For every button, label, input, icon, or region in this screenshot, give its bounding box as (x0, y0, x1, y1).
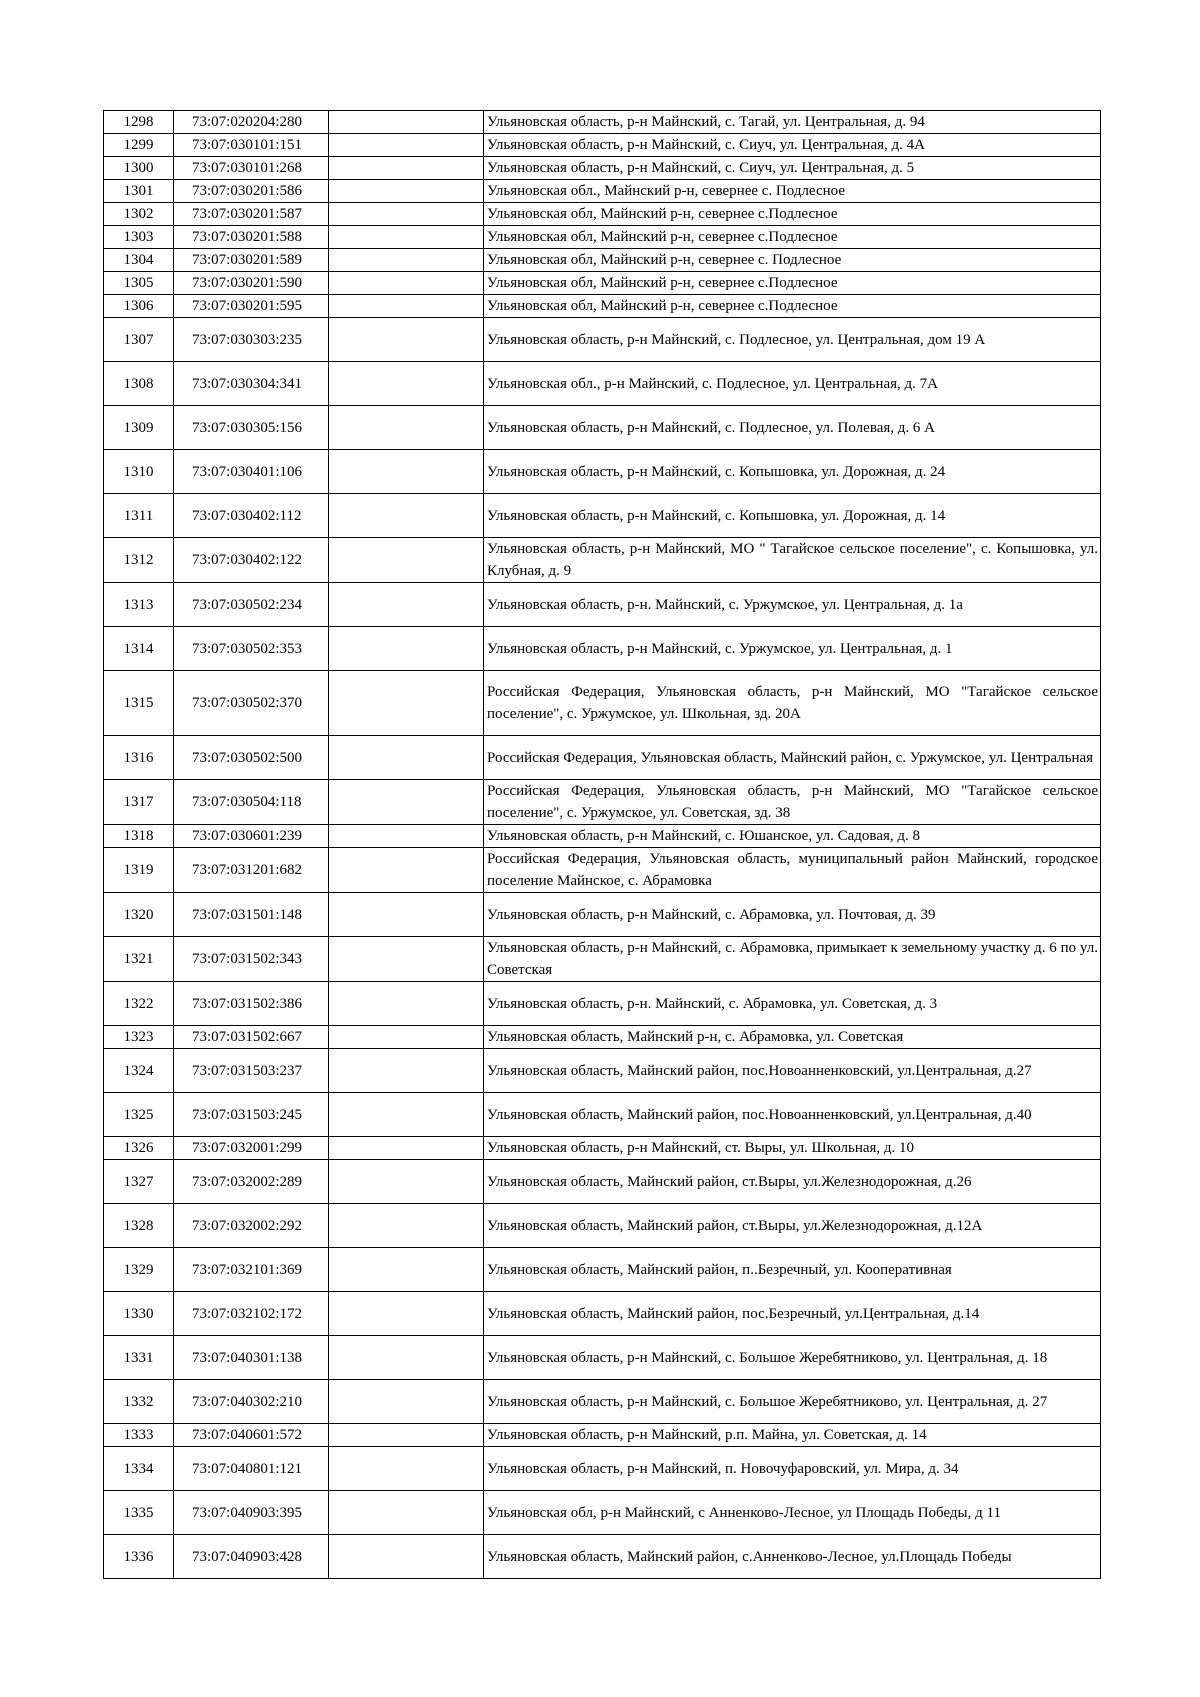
row-number-cell: 1325 (104, 1093, 174, 1137)
cadastral-number-cell: 73:07:032101:369 (174, 1248, 329, 1292)
empty-cell (329, 1491, 484, 1535)
cadastral-number-cell: 73:07:030502:353 (174, 627, 329, 671)
cadastral-number-cell: 73:07:031502:386 (174, 982, 329, 1026)
property-table-body (104, 111, 1101, 1579)
row-number-cell: 1330 (104, 1292, 174, 1336)
row-number-cell: 1299 (104, 134, 174, 157)
table-row (104, 1336, 1101, 1380)
row-number-cell: 1303 (104, 226, 174, 249)
cadastral-number-cell: 73:07:030304:341 (174, 362, 329, 406)
empty-cell (329, 249, 484, 272)
address-cell: Ульяновская область, р-н Майнский, с. Подлесное, ул. Центральная, дом 19 А (484, 318, 1101, 362)
cadastral-number-cell: 73:07:031502:667 (174, 1026, 329, 1049)
table-row (104, 249, 1101, 272)
empty-cell (329, 1380, 484, 1424)
table-row (104, 1380, 1101, 1424)
cadastral-number-cell: 73:07:030101:268 (174, 157, 329, 180)
table-row (104, 1535, 1101, 1579)
address-cell: Ульяновская область, р-н Майнский, с. Сиуч, ул. Центральная, д. 5 (484, 157, 1101, 180)
empty-cell (329, 583, 484, 627)
address-cell: Ульяновская обл., Майнский р-н, севернее с. Подлесное (484, 180, 1101, 203)
table-row (104, 736, 1101, 780)
table-row (104, 157, 1101, 180)
row-number-cell: 1302 (104, 203, 174, 226)
empty-cell (329, 318, 484, 362)
empty-cell (329, 203, 484, 226)
empty-cell (329, 1204, 484, 1248)
table-row (104, 494, 1101, 538)
table-row (104, 406, 1101, 450)
cadastral-number-cell: 73:07:020204:280 (174, 111, 329, 134)
cadastral-number-cell: 73:07:030502:370 (174, 671, 329, 736)
table-row (104, 318, 1101, 362)
row-number-cell: 1332 (104, 1380, 174, 1424)
table-row (104, 671, 1101, 736)
empty-cell (329, 848, 484, 893)
row-number-cell: 1307 (104, 318, 174, 362)
address-cell: Ульяновская область, р-н Майнский, ст. Выры, ул. Школьная, д. 10 (484, 1137, 1101, 1160)
empty-cell (329, 1137, 484, 1160)
cadastral-number-cell: 73:07:031501:148 (174, 893, 329, 937)
address-cell: Ульяновская обл, Майнский р-н, севернее с.Подлесное (484, 272, 1101, 295)
empty-cell (329, 1160, 484, 1204)
address-cell: Ульяновская область, р-н. Майнский, с. Абрамовка, ул. Советская, д. 3 (484, 982, 1101, 1026)
property-table (103, 110, 1101, 1579)
empty-cell (329, 736, 484, 780)
address-cell: Ульяновская область, р-н Майнский, с. Подлесное, ул. Полевая, д. 6 А (484, 406, 1101, 450)
table-row (104, 1248, 1101, 1292)
cadastral-number-cell: 73:07:032002:292 (174, 1204, 329, 1248)
cadastral-number-cell: 73:07:030201:586 (174, 180, 329, 203)
address-cell: Ульяновская область, р-н Майнский, с. Юшанское, ул. Садовая, д. 8 (484, 825, 1101, 848)
empty-cell (329, 893, 484, 937)
address-cell: Ульяновская обл, Майнский р-н, севернее с.Подлесное (484, 203, 1101, 226)
address-cell: Ульяновская область, р-н Майнский, р.п. Майна, ул. Советская, д. 14 (484, 1424, 1101, 1447)
table-row (104, 627, 1101, 671)
row-number-cell: 1334 (104, 1447, 174, 1491)
table-row (104, 1292, 1101, 1336)
row-number-cell: 1336 (104, 1535, 174, 1579)
address-cell: Ульяновская область, Майнский р-н, с. Абрамовка, ул. Советская (484, 1026, 1101, 1049)
row-number-cell: 1316 (104, 736, 174, 780)
address-cell: Ульяновская область, р-н Майнский, МО " Тагайское сельское поселение", с. Копышовка, ул. Клубная, д. 9 (484, 538, 1101, 583)
row-number-cell: 1314 (104, 627, 174, 671)
table-row (104, 825, 1101, 848)
address-cell: Ульяновская область, р-н Майнский, с. Абрамовка, примыкает к земельному участку д. 6 по ул. Советская (484, 937, 1101, 982)
empty-cell (329, 180, 484, 203)
cadastral-number-cell: 73:07:031201:682 (174, 848, 329, 893)
row-number-cell: 1312 (104, 538, 174, 583)
document-page (103, 110, 1100, 1579)
table-row (104, 226, 1101, 249)
empty-cell (329, 1248, 484, 1292)
cadastral-number-cell: 73:07:030402:112 (174, 494, 329, 538)
table-row (104, 1204, 1101, 1248)
row-number-cell: 1310 (104, 450, 174, 494)
row-number-cell: 1306 (104, 295, 174, 318)
table-row (104, 780, 1101, 825)
empty-cell (329, 780, 484, 825)
table-row (104, 1049, 1101, 1093)
address-cell: Ульяновская область, р-н Майнский, с. Копышовка, ул. Дорожная, д. 14 (484, 494, 1101, 538)
address-cell: Ульяновская область, р-н Майнский, с. Большое Жеребятниково, ул. Центральная, д. 18 (484, 1336, 1101, 1380)
address-cell: Ульяновская область, Майнский район, пос.Новоанненковский, ул.Центральная, д.40 (484, 1093, 1101, 1137)
cadastral-number-cell: 73:07:032102:172 (174, 1292, 329, 1336)
empty-cell (329, 1026, 484, 1049)
address-cell: Ульяновская область, Майнский район, пос.Безречный, ул.Центральная, д.14 (484, 1292, 1101, 1336)
empty-cell (329, 982, 484, 1026)
row-number-cell: 1309 (104, 406, 174, 450)
table-row (104, 272, 1101, 295)
row-number-cell: 1335 (104, 1491, 174, 1535)
row-number-cell: 1311 (104, 494, 174, 538)
cadastral-number-cell: 73:07:030201:588 (174, 226, 329, 249)
empty-cell (329, 450, 484, 494)
table-row (104, 893, 1101, 937)
empty-cell (329, 272, 484, 295)
cadastral-number-cell: 73:07:030504:118 (174, 780, 329, 825)
table-row (104, 203, 1101, 226)
cadastral-number-cell: 73:07:030201:587 (174, 203, 329, 226)
row-number-cell: 1329 (104, 1248, 174, 1292)
cadastral-number-cell: 73:07:030502:234 (174, 583, 329, 627)
table-row (104, 362, 1101, 406)
address-cell: Ульяновская область, р-н Майнский, с. Копышовка, ул. Дорожная, д. 24 (484, 450, 1101, 494)
table-row (104, 1160, 1101, 1204)
address-cell: Ульяновская область, р-н Майнский, с. Сиуч, ул. Центральная, д. 4А (484, 134, 1101, 157)
table-row (104, 134, 1101, 157)
cadastral-number-cell: 73:07:030502:500 (174, 736, 329, 780)
row-number-cell: 1324 (104, 1049, 174, 1093)
row-number-cell: 1317 (104, 780, 174, 825)
table-row (104, 111, 1101, 134)
cadastral-number-cell: 73:07:030305:156 (174, 406, 329, 450)
cadastral-number-cell: 73:07:040801:121 (174, 1447, 329, 1491)
address-cell: Ульяновская область, Майнский район, пос.Новоанненковский, ул.Центральная, д.27 (484, 1049, 1101, 1093)
row-number-cell: 1319 (104, 848, 174, 893)
table-row (104, 1026, 1101, 1049)
address-cell: Ульяновская область, Майнский район, ст.Выры, ул.Железнодорожная, д.26 (484, 1160, 1101, 1204)
address-cell: Ульяновская область, Майнский район, с.Анненково-Лесное, ул.Площадь Победы (484, 1535, 1101, 1579)
cadastral-number-cell: 73:07:032001:299 (174, 1137, 329, 1160)
table-row (104, 937, 1101, 982)
row-number-cell: 1327 (104, 1160, 174, 1204)
empty-cell (329, 1535, 484, 1579)
address-cell: Российская Федерация, Ульяновская область, Майнский район, с. Уржумское, ул. Центральная (484, 736, 1101, 780)
empty-cell (329, 362, 484, 406)
row-number-cell: 1321 (104, 937, 174, 982)
row-number-cell: 1300 (104, 157, 174, 180)
empty-cell (329, 937, 484, 982)
row-number-cell: 1322 (104, 982, 174, 1026)
table-row (104, 295, 1101, 318)
cadastral-number-cell: 73:07:031503:245 (174, 1093, 329, 1137)
row-number-cell: 1301 (104, 180, 174, 203)
empty-cell (329, 1093, 484, 1137)
row-number-cell: 1328 (104, 1204, 174, 1248)
empty-cell (329, 627, 484, 671)
row-number-cell: 1304 (104, 249, 174, 272)
row-number-cell: 1326 (104, 1137, 174, 1160)
address-cell: Ульяновская обл, Майнский р-н, севернее с.Подлесное (484, 226, 1101, 249)
row-number-cell: 1308 (104, 362, 174, 406)
row-number-cell: 1323 (104, 1026, 174, 1049)
address-cell: Ульяновская обл, Майнский р-н, севернее с. Подлесное (484, 249, 1101, 272)
table-row (104, 450, 1101, 494)
cadastral-number-cell: 73:07:040302:210 (174, 1380, 329, 1424)
cadastral-number-cell: 73:07:040601:572 (174, 1424, 329, 1447)
table-row (104, 982, 1101, 1026)
address-cell: Ульяновская область, Майнский район, п..Безречный, ул. Кооперативная (484, 1248, 1101, 1292)
address-cell: Российская Федерация, Ульяновская область, р-н Майнский, МО "Тагайское сельское поселение", с. Уржумское, ул. Советская, зд. 38 (484, 780, 1101, 825)
table-row (104, 180, 1101, 203)
table-row (104, 848, 1101, 893)
cadastral-number-cell: 73:07:040903:428 (174, 1535, 329, 1579)
empty-cell (329, 111, 484, 134)
address-cell: Ульяновская область, р-н Майнский, с. Большое Жеребятниково, ул. Центральная, д. 27 (484, 1380, 1101, 1424)
table-row (104, 1491, 1101, 1535)
cadastral-number-cell: 73:07:030303:235 (174, 318, 329, 362)
cadastral-number-cell: 73:07:030601:239 (174, 825, 329, 848)
empty-cell (329, 157, 484, 180)
table-row (104, 1447, 1101, 1491)
table-row (104, 1093, 1101, 1137)
empty-cell (329, 1336, 484, 1380)
address-cell: Российская Федерация, Ульяновская область, муниципальный район Майнский, городское поселение Майнское, с. Абрамовка (484, 848, 1101, 893)
cadastral-number-cell: 73:07:040301:138 (174, 1336, 329, 1380)
empty-cell (329, 825, 484, 848)
row-number-cell: 1331 (104, 1336, 174, 1380)
address-cell: Российская Федерация, Ульяновская область, р-н Майнский, МО "Тагайское сельское поселение", с. Уржумское, ул. Школьная, зд. 20А (484, 671, 1101, 736)
empty-cell (329, 538, 484, 583)
table-row (104, 583, 1101, 627)
row-number-cell: 1333 (104, 1424, 174, 1447)
empty-cell (329, 295, 484, 318)
empty-cell (329, 1424, 484, 1447)
row-number-cell: 1305 (104, 272, 174, 295)
table-row (104, 538, 1101, 583)
cadastral-number-cell: 73:07:030402:122 (174, 538, 329, 583)
address-cell: Ульяновская область, р-н Майнский, п. Новочуфаровский, ул. Мира, д. 34 (484, 1447, 1101, 1491)
address-cell: Ульяновская обл, Майнский р-н, севернее с.Подлесное (484, 295, 1101, 318)
empty-cell (329, 134, 484, 157)
address-cell: Ульяновская обл., р-н Майнский, с. Подлесное, ул. Центральная, д. 7А (484, 362, 1101, 406)
cadastral-number-cell: 73:07:031503:237 (174, 1049, 329, 1093)
address-cell: Ульяновская область, р-н Майнский, с. Абрамовка, ул. Почтовая, д. 39 (484, 893, 1101, 937)
empty-cell (329, 1292, 484, 1336)
address-cell: Ульяновская область, р-н Майнский, с. Тагай, ул. Центральная, д. 94 (484, 111, 1101, 134)
row-number-cell: 1318 (104, 825, 174, 848)
empty-cell (329, 226, 484, 249)
address-cell: Ульяновская область, р-н. Майнский, с. Уржумское, ул. Центральная, д. 1а (484, 583, 1101, 627)
row-number-cell: 1315 (104, 671, 174, 736)
cadastral-number-cell: 73:07:030201:590 (174, 272, 329, 295)
row-number-cell: 1313 (104, 583, 174, 627)
row-number-cell: 1298 (104, 111, 174, 134)
table-row (104, 1424, 1101, 1447)
table-row (104, 1137, 1101, 1160)
cadastral-number-cell: 73:07:031502:343 (174, 937, 329, 982)
cadastral-number-cell: 73:07:032002:289 (174, 1160, 329, 1204)
address-cell: Ульяновская область, Майнский район, ст.Выры, ул.Железнодорожная, д.12А (484, 1204, 1101, 1248)
row-number-cell: 1320 (104, 893, 174, 937)
empty-cell (329, 406, 484, 450)
cadastral-number-cell: 73:07:030201:595 (174, 295, 329, 318)
cadastral-number-cell: 73:07:030201:589 (174, 249, 329, 272)
cadastral-number-cell: 73:07:040903:395 (174, 1491, 329, 1535)
address-cell: Ульяновская обл, р-н Майнский, с Анненково-Лесное, ул Площадь Победы, д 11 (484, 1491, 1101, 1535)
empty-cell (329, 671, 484, 736)
cadastral-number-cell: 73:07:030401:106 (174, 450, 329, 494)
empty-cell (329, 1447, 484, 1491)
empty-cell (329, 494, 484, 538)
cadastral-number-cell: 73:07:030101:151 (174, 134, 329, 157)
empty-cell (329, 1049, 484, 1093)
address-cell: Ульяновская область, р-н Майнский, с. Уржумское, ул. Центральная, д. 1 (484, 627, 1101, 671)
